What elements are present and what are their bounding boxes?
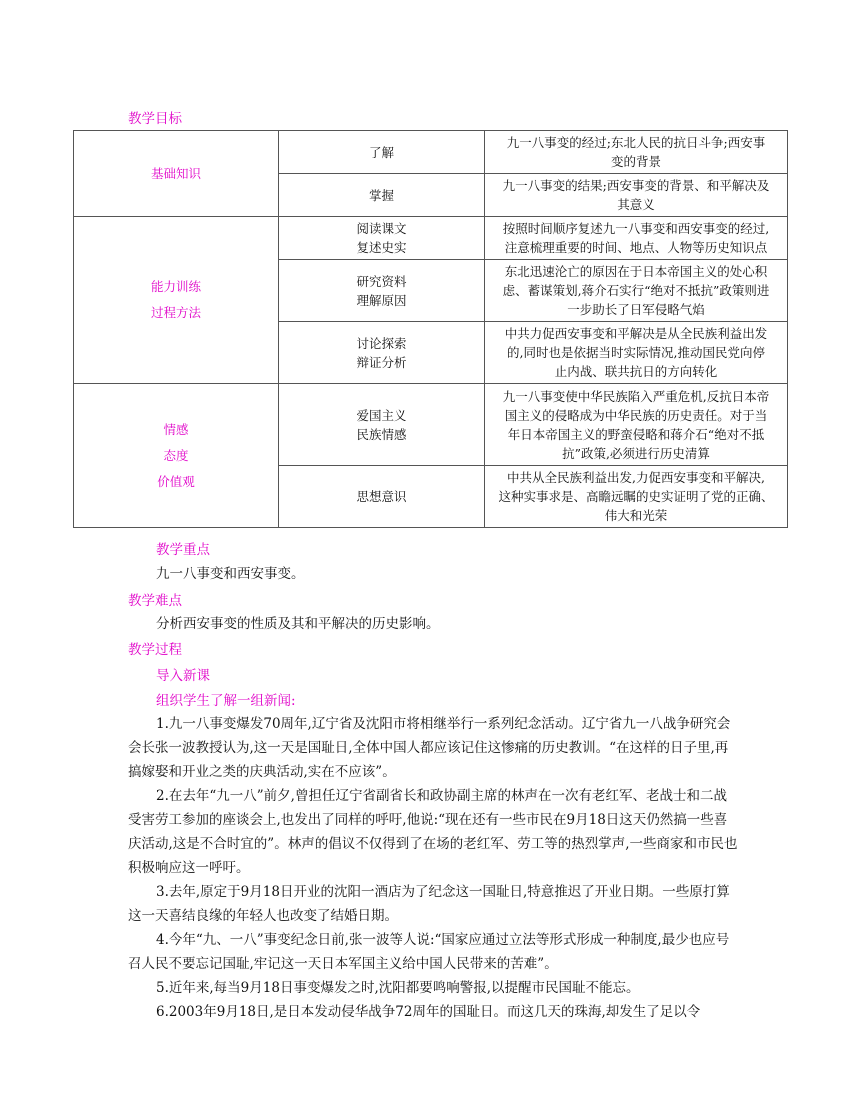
subcategory-cell: 掌握 (279, 174, 485, 217)
news-item: 6.2003年9月18日,是日本发动侵华战争72周年的国耻日。而这几天的珠海,却发生了足以令 (156, 1004, 701, 1020)
news-item: 1.九一八事变爆发70周年,辽宁省及沈阳市将相继举行一系列纪念活动。辽宁省九一八战争研究会会长张一波教授认为,这一天是国耻日,全体中国人都应该记住这惨痛的历史教训。“在这样的日子里,再搞嫁娶和开业之类的庆典活动,实在不应该”。 (128, 716, 731, 780)
difficulty-heading: 教学难点 (128, 593, 182, 609)
news-item: 2.在去年“九一八”前夕,曾担任辽宁省副省长和政协副主席的林声在一次有老红军、老战士和二战受害劳工参加的座谈会上,也发出了同样的呼吁,他说:“现在还有一些市民在9月18日这天仍然搞一些喜庆活动,这是不合时宜的”。林声的倡议不仅得到了在场的老红军、劳工等的热烈掌声,一些商家和市民也积极响应这一呼吁。 (128, 788, 738, 876)
key-points-heading: 教学重点 (156, 542, 210, 558)
news-item: 4.今年“九、一八”事变纪念日前,张一波等人说:“国家应通过立法等形式形成一种制度,最少也应号召人民不要忘记国耻,牢记这一天日本军国主义给中国人民带来的苦难”。 (128, 932, 730, 972)
subcategory-cell: 爱国主义 民族情感 (279, 384, 485, 466)
lead-in-heading: 导入新课 (156, 668, 210, 684)
subcategory-cell: 思想意识 (279, 466, 485, 528)
objectives-table (73, 130, 788, 528)
table-row (74, 131, 788, 174)
teaching-objectives-heading: 教学目标 (128, 111, 182, 127)
category-cell: 情感 态度 价值观 (74, 384, 279, 528)
description-cell: 九一八事变使中华民族陷入严重危机,反抗日本帝 国主义的侵略成为中华民族的历史责任。对于当 年日本帝国主义的野蛮侵略和蒋介石“绝对不抵 抗”政策,必须进行历史清算 (485, 384, 788, 466)
table-row (74, 384, 788, 466)
subcategory-cell: 研究资料 理解原因 (279, 260, 485, 322)
news-item: 5.近年来,每当9月18日事变爆发之时,沈阳都要鸣响警报,以提醒市民国耻不能忘。 (156, 980, 640, 996)
subcategory-cell: 了解 (279, 131, 485, 174)
description-cell: 按照时间顺序复述九一八事变和西安事变的经过, 注意梳理重要的时间、地点、人物等历史知识点 (485, 217, 788, 260)
description-cell: 中共力促西安事变和平解决是从全民族利益出发 的,同时也是依据当时实际情况,推动国民党向停 止内战、联共抗日的方向转化 (485, 322, 788, 384)
description-cell: 东北迅速沦亡的原因在于日本帝国主义的处心积 虑、蓄谋策划,蒋介石实行“绝对不抵抗”政策则进 一步助长了日军侵略气焰 (485, 260, 788, 322)
subcategory-cell: 讨论探索 辩证分析 (279, 322, 485, 384)
description-cell: 中共从全民族利益出发,力促西安事变和平解决, 这种实事求是、高瞻远瞩的史实证明了党的正确、 伟大和光荣 (485, 466, 788, 528)
news-list (128, 712, 738, 1024)
description-cell: 九一八事变的经过;东北人民的抗日斗争;西安事 变的背景 (485, 131, 788, 174)
key-points-text: 九一八事变和西安事变。 (156, 566, 305, 582)
difficulty-text: 分析西安事变的性质及其和平解决的历史影响。 (156, 616, 440, 632)
table-row (74, 217, 788, 260)
category-cell: 基础知识 (74, 131, 279, 217)
category-cell: 能力训练 过程方法 (74, 217, 279, 384)
process-heading: 教学过程 (128, 642, 182, 658)
news-intro: 组织学生了解一组新闻: (156, 693, 296, 709)
subcategory-cell: 阅读课文 复述史实 (279, 217, 485, 260)
news-item: 3.去年,原定于9月18日开业的沈阳一酒店为了纪念这一国耻日,特意推迟了开业日期。一些原打算这一天喜结良缘的年轻人也改变了结婚日期。 (128, 884, 730, 924)
description-cell: 九一八事变的结果;西安事变的背景、和平解决及 其意义 (485, 174, 788, 217)
